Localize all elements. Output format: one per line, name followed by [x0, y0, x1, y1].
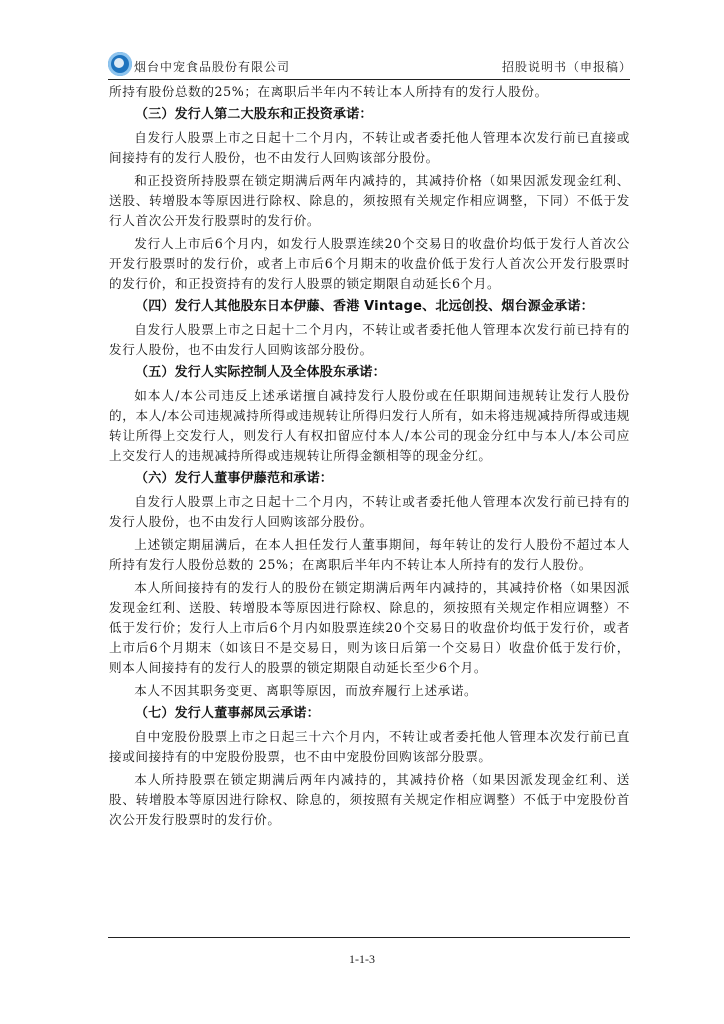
body-paragraph: 自发行人股票上市之日起十二个月内，不转让或者委托他人管理本次发行前已直接或间接持有的发行人股份，也不由发行人回购该部分股份。: [109, 130, 630, 165]
body-paragraph: 自发行人股票上市之日起十二个月内，不转让或者委托他人管理本次发行前已持有的发行人股份，也不由发行人回购该部分股份。: [109, 494, 630, 529]
body-paragraph: 本人所持股票在锁定期满后两年内减持的，其减持价格（如果因派发现金红利、送股、转增股本等原因进行除权、除息的，须按照有关规定作相应调整）不低于中宠股份首次公开发行股票时的发行价。: [109, 772, 630, 827]
body-paragraph: 本人所间接持有的发行人的股份在锁定期满后两年内减持的，其减持价格（如果因派发现金红利、送股、转增股本等原因进行除权、除息的，须按照有关规定作相应调整）不低于发行价；发行人上市后6个月内如股票连续20个交易日的收盘价均低于发行价，或者上市后6个月期末（如该日不是交易日，则为该日后第一个交易日）收盘价低于发行价，则本人间接持有的发行人的股票的锁定期限自动延长至少6个月。: [109, 580, 630, 675]
body-paragraph: 本人不因其职务变更、离职等原因，而放弃履行上述承诺。: [134, 683, 478, 698]
section-heading: （四）发行人其他股东日本伊藤、香港 Vintage、北远创投、烟台源金承诺：: [135, 299, 594, 314]
body-paragraph: 自发行人股票上市之日起十二个月内，不转让或者委托他人管理本次发行前已持有的发行人股份，也不由发行人回购该部分股份。: [109, 322, 630, 357]
body-paragraph: 发行人上市后6个月内，如发行人股票连续20个交易日的收盘价均低于发行人首次公开发行股票时的发行价，或者上市后6个月期末的收盘价低于发行人首次公开发行股票时的发行价，和正投资持有的发行人股票的锁定期限自动延长6个月。: [109, 236, 630, 291]
footer-rule: [108, 937, 630, 938]
page-number: 1-1-3: [349, 952, 375, 966]
company-logo-icon: [108, 52, 132, 76]
body-paragraph: 自中宠股份股票上市之日起三十六个月内，不转让或者委托他人管理本次发行前已直接或间接持有的中宠股份股票，也不由中宠股份回购该部分股票。: [109, 729, 630, 764]
section-heading: （五）发行人实际控制人及全体股东承诺：: [135, 365, 386, 380]
header-rule: [108, 79, 630, 80]
section-heading: （六）发行人董事伊藤范和承诺：: [135, 471, 334, 486]
document-title: 招股说明书（申报稿）: [501, 60, 632, 74]
body-paragraph: 如本人/本公司违反上述承诺擅自减持发行人股份或在任职期间违规转让发行人股份的，本人/本公司违规减持所得或违规转让所得归发行人所有，如未将违规减持所得或违规转让所得上交发行人，则发行人有权扣留应付本人/本公司的现金分红中与本人/本公司应上交发行人的违规减持所得或违规转让所得金额相等的现金分红。: [109, 388, 630, 463]
document-body: [109, 82, 630, 833]
section-heading: （三）发行人第二大股东和正投资承诺：: [135, 107, 373, 122]
company-name: 烟台中宠食品股份有限公司: [134, 60, 291, 74]
page-header: [108, 52, 632, 78]
body-paragraph: 所持有股份总数的25%；在离职后半年内不转让本人所持有的发行人股份。: [109, 84, 548, 99]
section-heading: （七）发行人董事郝凤云承诺：: [135, 706, 320, 721]
body-paragraph: 和正投资所持股票在锁定期满后两年内减持的，其减持价格（如果因派发现金红利、送股、转增股本等原因进行除权、除息的，须按照有关规定作相应调整，下同）不低于发行人首次公开发行股票时的发行价。: [109, 173, 630, 228]
body-paragraph: 上述锁定期届满后，在本人担任发行人董事期间，每年转让的发行人股份不超过本人所持有发行人股份总数的 25%；在离职后半年内不转让本人所持有的发行人股份。: [109, 537, 630, 572]
